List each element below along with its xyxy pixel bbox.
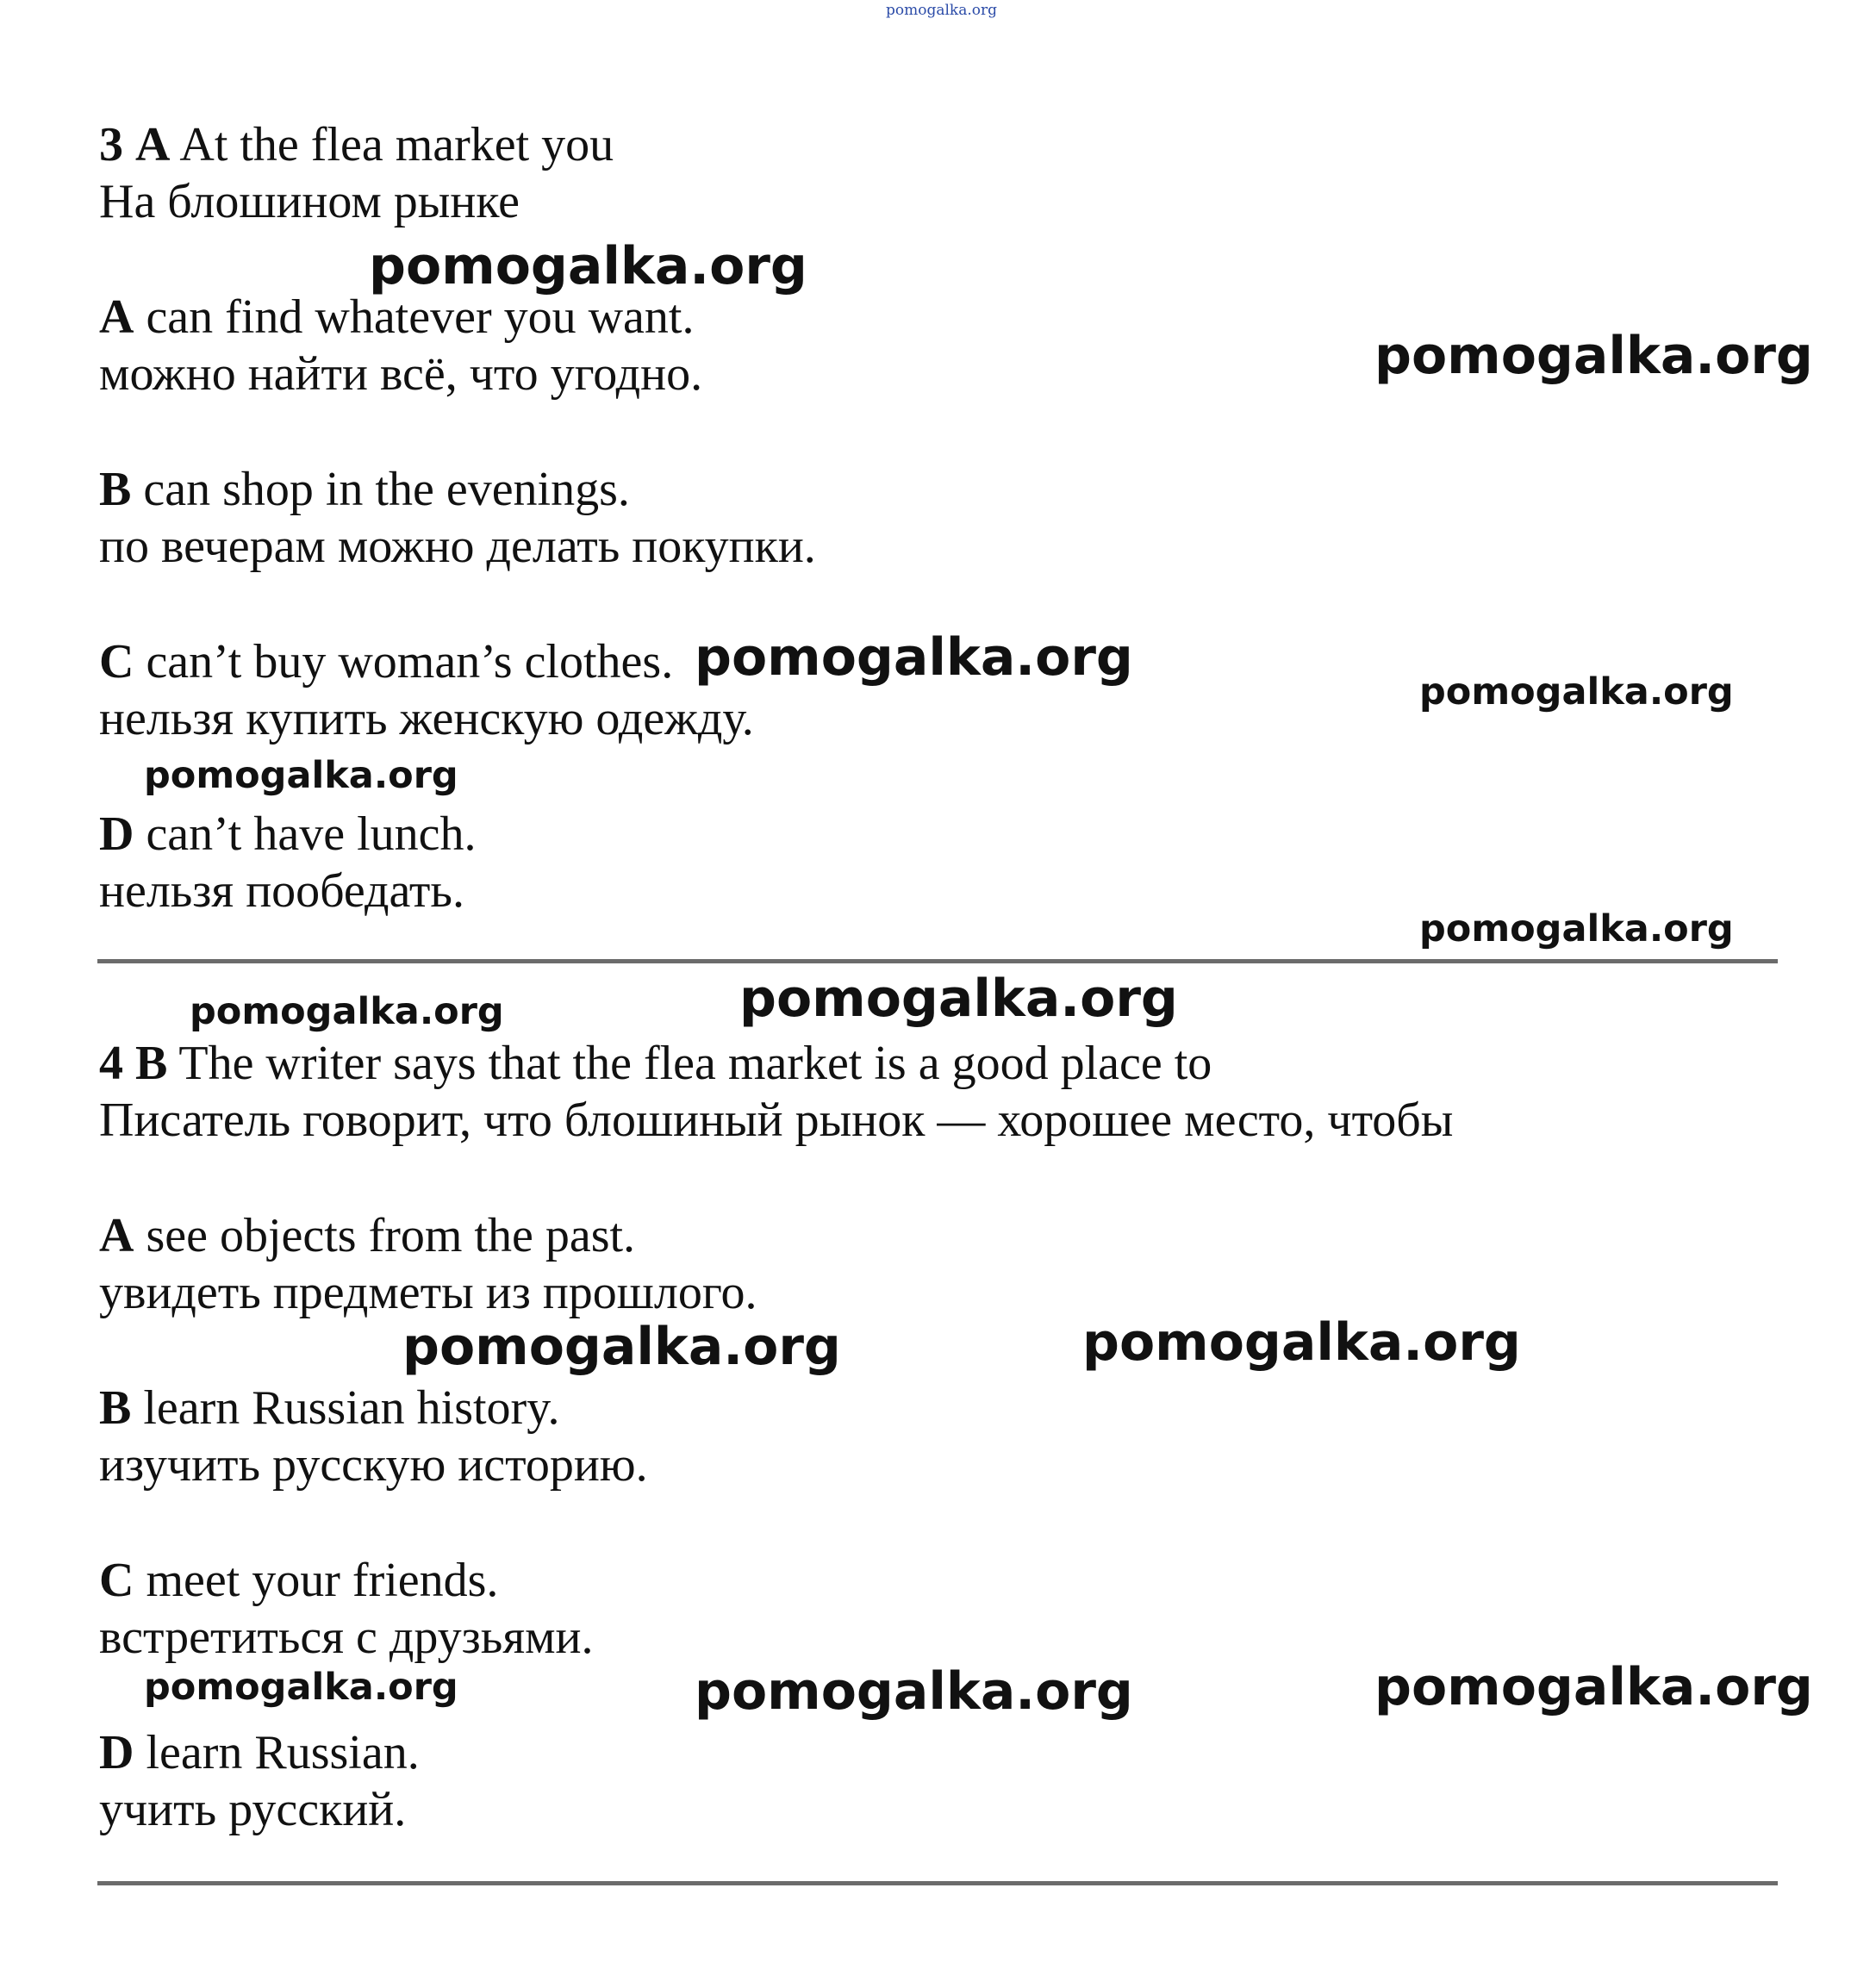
watermark: pomogalka.org: [1082, 1312, 1521, 1373]
watermark: pomogalka.org: [190, 990, 504, 1033]
q4-option-b: [99, 1379, 560, 1437]
q4-stem-ru: Писатель говорит, что блошиный рынок — хорошее место, чтобы: [99, 1094, 1454, 1147]
q3-stem-ru: На блошином рынке: [99, 175, 520, 228]
q4-option-a-text: see objects from the past.: [146, 1209, 636, 1262]
q3-option-d-letter: D: [99, 807, 134, 861]
q3-option-c-letter: C: [99, 635, 134, 689]
watermark: pomogalka.org: [1419, 670, 1734, 713]
q4-option-a-letter: A: [99, 1209, 134, 1262]
watermark: pomogalka.org: [402, 1317, 841, 1377]
q4-option-c-letter: C: [99, 1554, 134, 1607]
watermark: pomogalka.org: [695, 1661, 1133, 1722]
q4-option-a: [99, 1206, 635, 1265]
q3-stem: [99, 115, 614, 174]
watermark: pomogalka.org: [739, 969, 1178, 1029]
header-watermark: pomogalka.org: [886, 2, 998, 19]
q3-option-c-text: can’t buy woman’s clothes.: [146, 635, 674, 689]
divider: [97, 1881, 1778, 1885]
q4-option-d-letter: D: [99, 1726, 134, 1779]
q4-option-c: [99, 1551, 498, 1610]
q3-stem-text: At the flea market you: [179, 118, 614, 171]
q4-option-d: [99, 1723, 420, 1782]
q3-option-b-letter: B: [99, 463, 132, 516]
q3-answer: A: [135, 118, 171, 171]
q4-option-c-text: meet your friends.: [146, 1554, 499, 1607]
q4-option-a-ru: увидеть предметы из прошлого.: [99, 1266, 757, 1319]
q3-option-a-ru: можно найти всё, что угодно.: [99, 347, 703, 401]
watermark: pomogalka.org: [695, 627, 1133, 688]
watermark: pomogalka.org: [1419, 907, 1734, 950]
watermark: pomogalka.org: [144, 1666, 458, 1709]
divider: [97, 959, 1778, 963]
q4-option-b-ru: изучить русскую историю.: [99, 1438, 648, 1492]
q3-option-a-text: can find whatever you want.: [146, 290, 695, 344]
q3-option-c: [99, 632, 673, 691]
q3-option-d: [99, 805, 476, 863]
q4-stem: [99, 1034, 1212, 1093]
watermark: pomogalka.org: [369, 236, 807, 296]
q4-option-b-letter: B: [99, 1381, 132, 1435]
q3-option-a: [99, 288, 694, 346]
watermark: pomogalka.org: [1374, 326, 1813, 386]
q3-option-a-letter: A: [99, 290, 134, 344]
q3-option-b-text: can shop in the evenings.: [143, 463, 630, 516]
watermark: pomogalka.org: [144, 754, 458, 797]
q4-number: 4: [99, 1037, 123, 1090]
q4-answer: B: [135, 1037, 168, 1090]
watermark: pomogalka.org: [1374, 1657, 1813, 1717]
q4-option-d-ru: учить русский.: [99, 1783, 407, 1836]
q3-option-b-ru: по вечерам можно делать покупки.: [99, 520, 816, 573]
q4-stem-text: The writer says that the flea market is a good place to: [178, 1037, 1212, 1090]
q3-option-b: [99, 460, 630, 519]
q3-option-d-ru: нельзя пообедать.: [99, 864, 464, 918]
q3-option-c-ru: нельзя купить женскую одежду.: [99, 692, 754, 745]
q4-option-c-ru: встретиться с друзьями.: [99, 1611, 594, 1664]
q4-option-b-text: learn Russian history.: [143, 1381, 560, 1435]
q4-option-d-text: learn Russian.: [146, 1726, 420, 1779]
q3-number: 3: [99, 118, 123, 171]
q3-option-d-text: can’t have lunch.: [146, 807, 477, 861]
